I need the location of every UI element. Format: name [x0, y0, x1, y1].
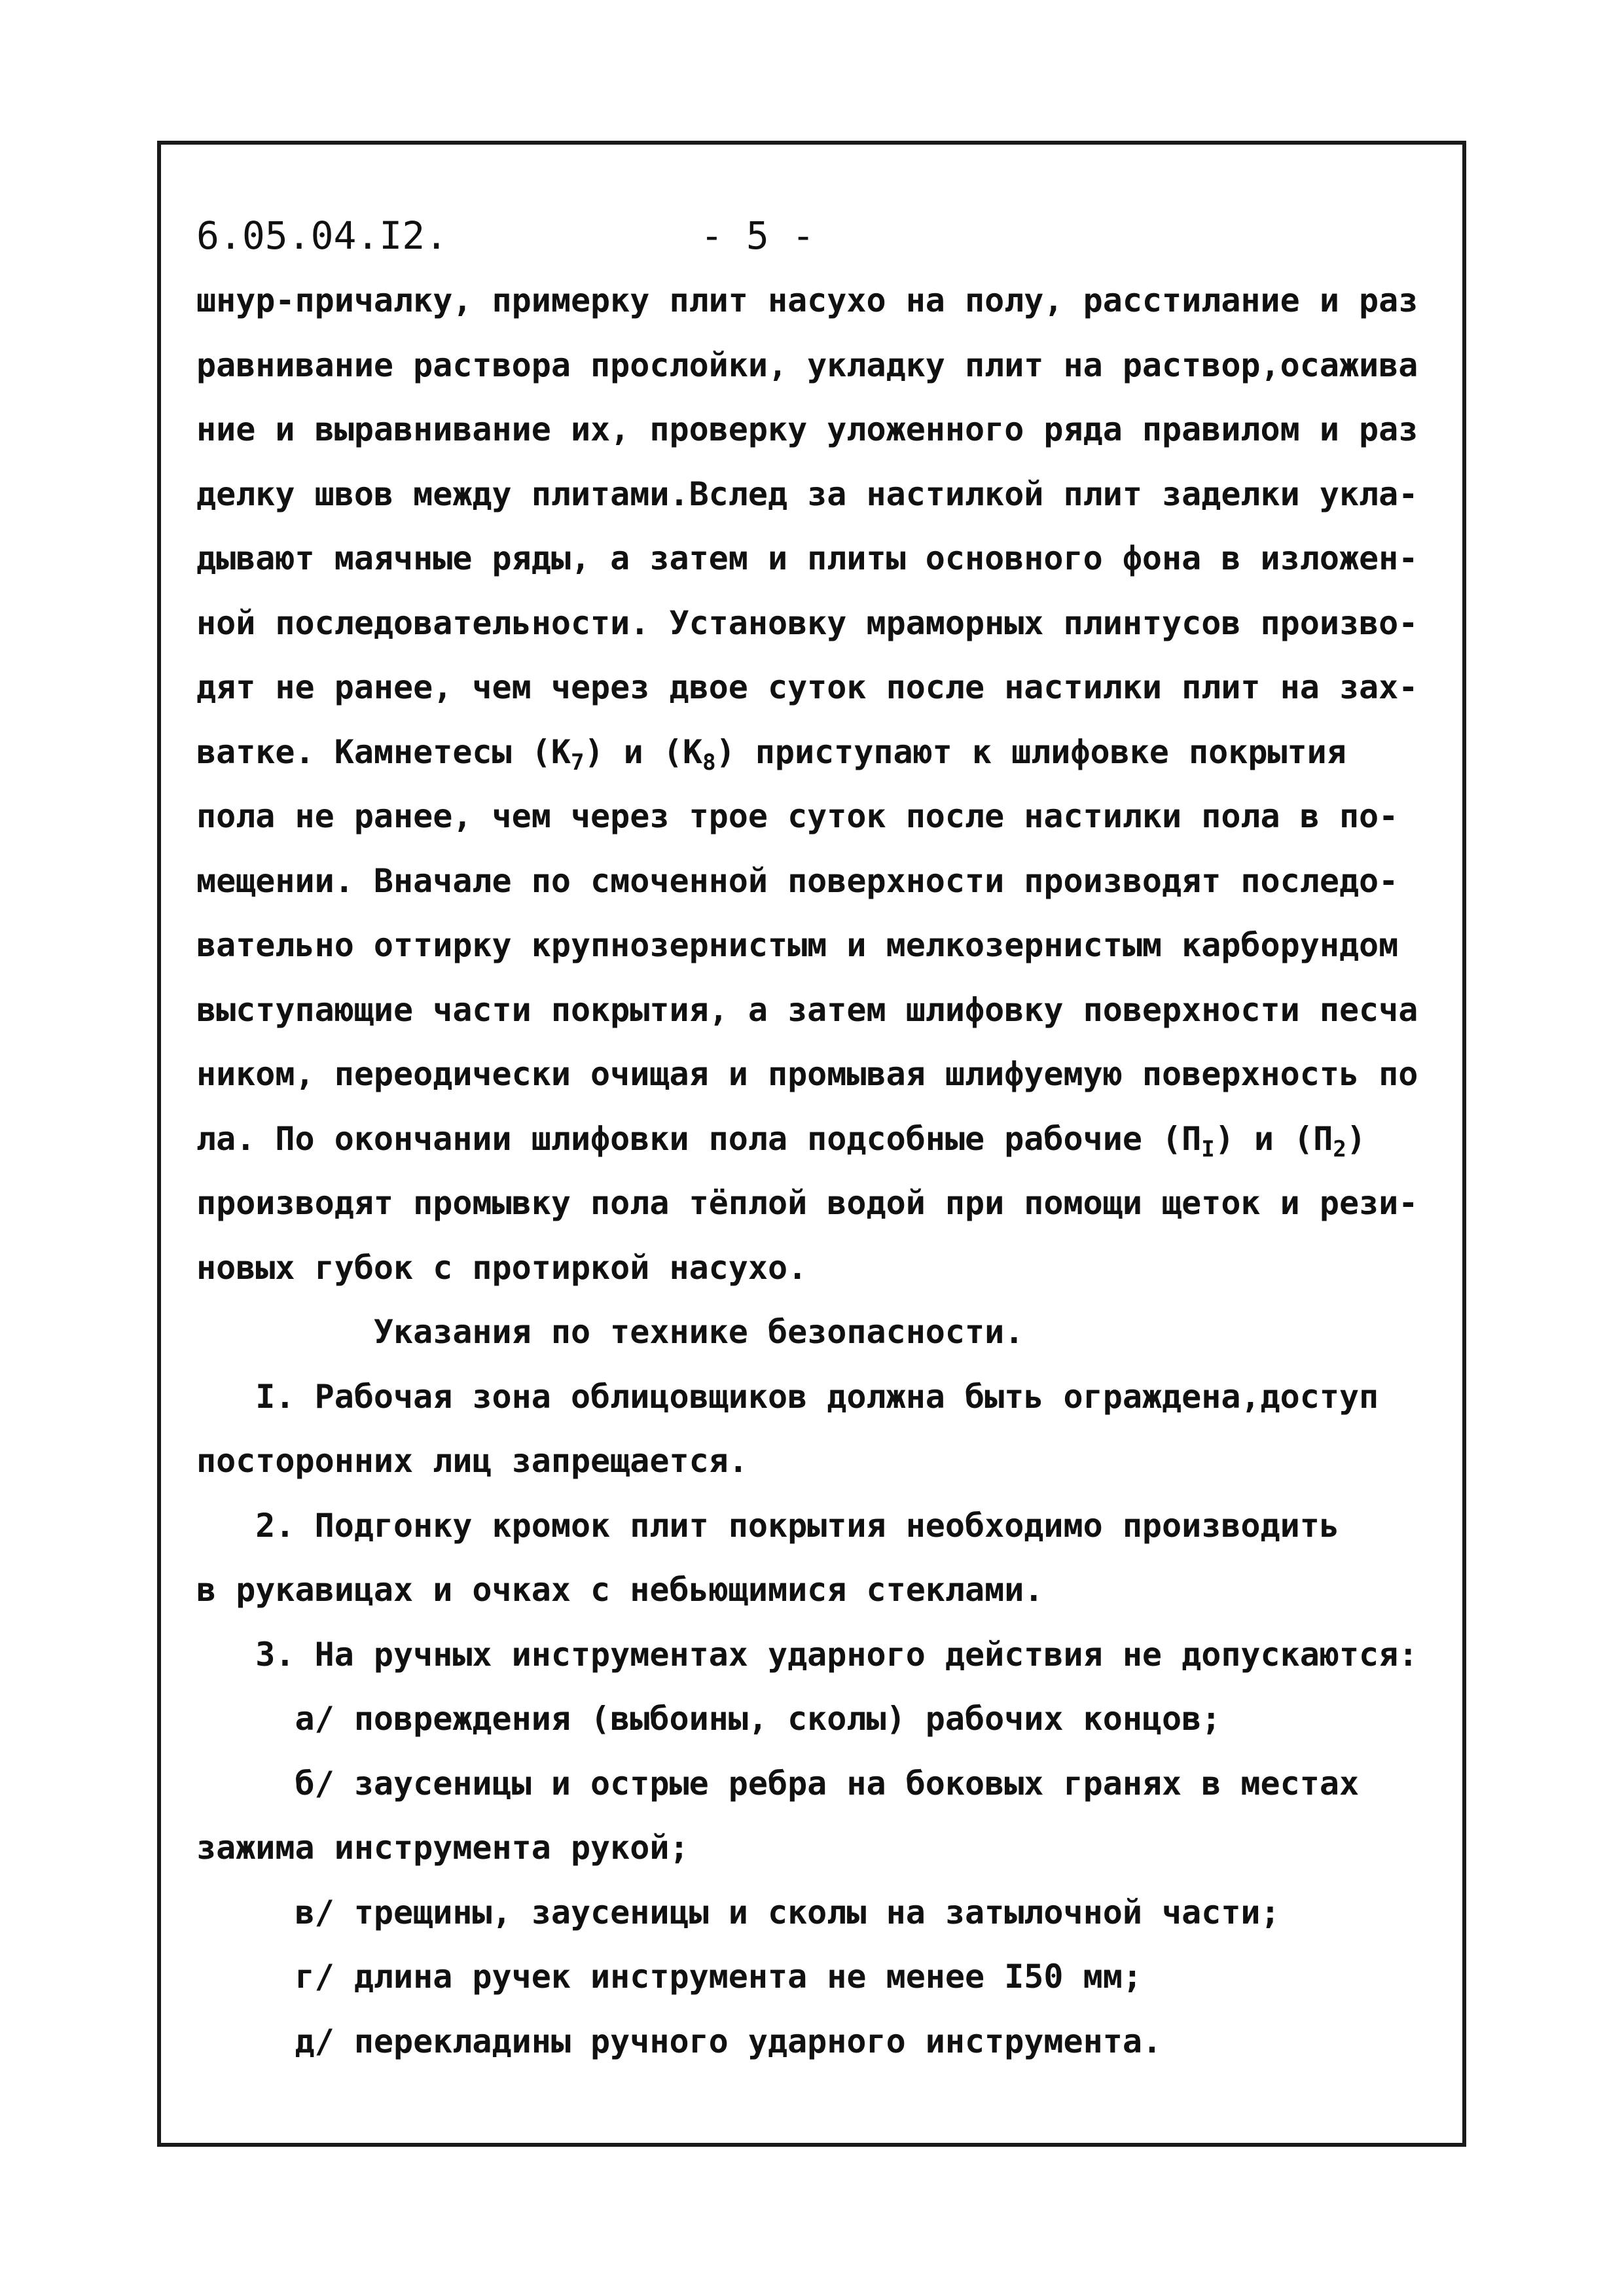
text-line: ной последовательности. Установку мраморных плинтусов произво- [196, 603, 1418, 642]
document-body [196, 268, 1440, 2073]
text-line: дят не ранее, чем через двое суток после настилки плит на зах- [196, 668, 1418, 706]
text-line: посторонних лиц запрещается. [196, 1442, 748, 1480]
text-line: производят промывку пола тёплой водой при помощи щеток и рези- [196, 1184, 1418, 1222]
subscript: I [1201, 1136, 1215, 1162]
text-line: новых губок с протиркой насухо. [196, 1248, 808, 1287]
subscript: 2 [1333, 1136, 1346, 1162]
list-item: а/ повреждения (выбоины, сколы) рабочих концов; [196, 1700, 1221, 1738]
list-item: г/ длина ручек инструмента не менее I50 мм; [196, 1958, 1142, 1996]
text-segment: ) приступают к шлифовке покрытия [715, 732, 1346, 771]
subscript: 8 [702, 749, 716, 776]
text-segment: ватке. Камнетесы (К [196, 732, 571, 771]
text-line: I. Рабочая зона облицовщиков должна быть ограждена,доступ [196, 1377, 1379, 1416]
page-number: - 5 - [700, 213, 815, 258]
text-line-with-subscripts [196, 1107, 1440, 1172]
text-segment: ла. По окончании шлифовки пола подсобные рабочие (П [196, 1119, 1202, 1158]
text-segment: ) и (П [1214, 1119, 1333, 1158]
text-segment: ) [1346, 1119, 1366, 1158]
text-line: дывают маячные ряды, а затем и плиты основного фона в изложен- [196, 539, 1418, 577]
subscript: 7 [570, 749, 585, 776]
text-line: зажима инструмента рукой; [196, 1829, 689, 1867]
text-line: вательно оттирку крупнозернистым и мелкозернистым карборундом [196, 926, 1399, 964]
text-line: мещении. Вначале по смоченной поверхности производят последо- [196, 861, 1399, 900]
page-header [196, 209, 1440, 262]
text-line: делку швов между плитами.Вслед за настилкой плит заделки укла- [196, 475, 1418, 513]
document-code: 6.05.04.I2. [196, 213, 448, 258]
text-line: выступающие части покрытия, а затем шлифовку поверхности песча [196, 990, 1418, 1029]
text-line: 2. Подгонку кромок плит покрытия необходимо производить [196, 1506, 1339, 1545]
text-line: равнивание раствора прослойки, укладку плит на раствор,осажива [196, 346, 1418, 384]
text-line: ние и выравнивание их, проверку уложенного ряда правилом и раз [196, 410, 1418, 448]
list-item: в/ трещины, заусеницы и сколы на затылочной части; [196, 1893, 1280, 1931]
text-segment: ) и (К [584, 732, 703, 771]
text-line: в рукавицах и очках с небьющимися стеклами. [196, 1571, 1044, 1609]
text-line: ником, переодически очищая и промывая шлифуемую поверхность по [196, 1055, 1418, 1093]
section-heading: Указания по технике безопасности. [196, 1313, 1024, 1351]
list-item: д/ перекладины ручного ударного инструмента. [196, 2022, 1163, 2060]
text-line: 3. На ручных инструментах ударного действия не допускаются: [196, 1635, 1418, 1674]
text-line-with-subscripts [196, 720, 1440, 785]
text-line: шнур-причалку, примерку плит насухо на полу, расстилание и раз [196, 281, 1418, 319]
list-item: б/ заусеницы и острые ребра на боковых гранях в местах [196, 1764, 1360, 1803]
text-line: пола не ранее, чем через трое суток после настилки пола в по- [196, 797, 1399, 835]
